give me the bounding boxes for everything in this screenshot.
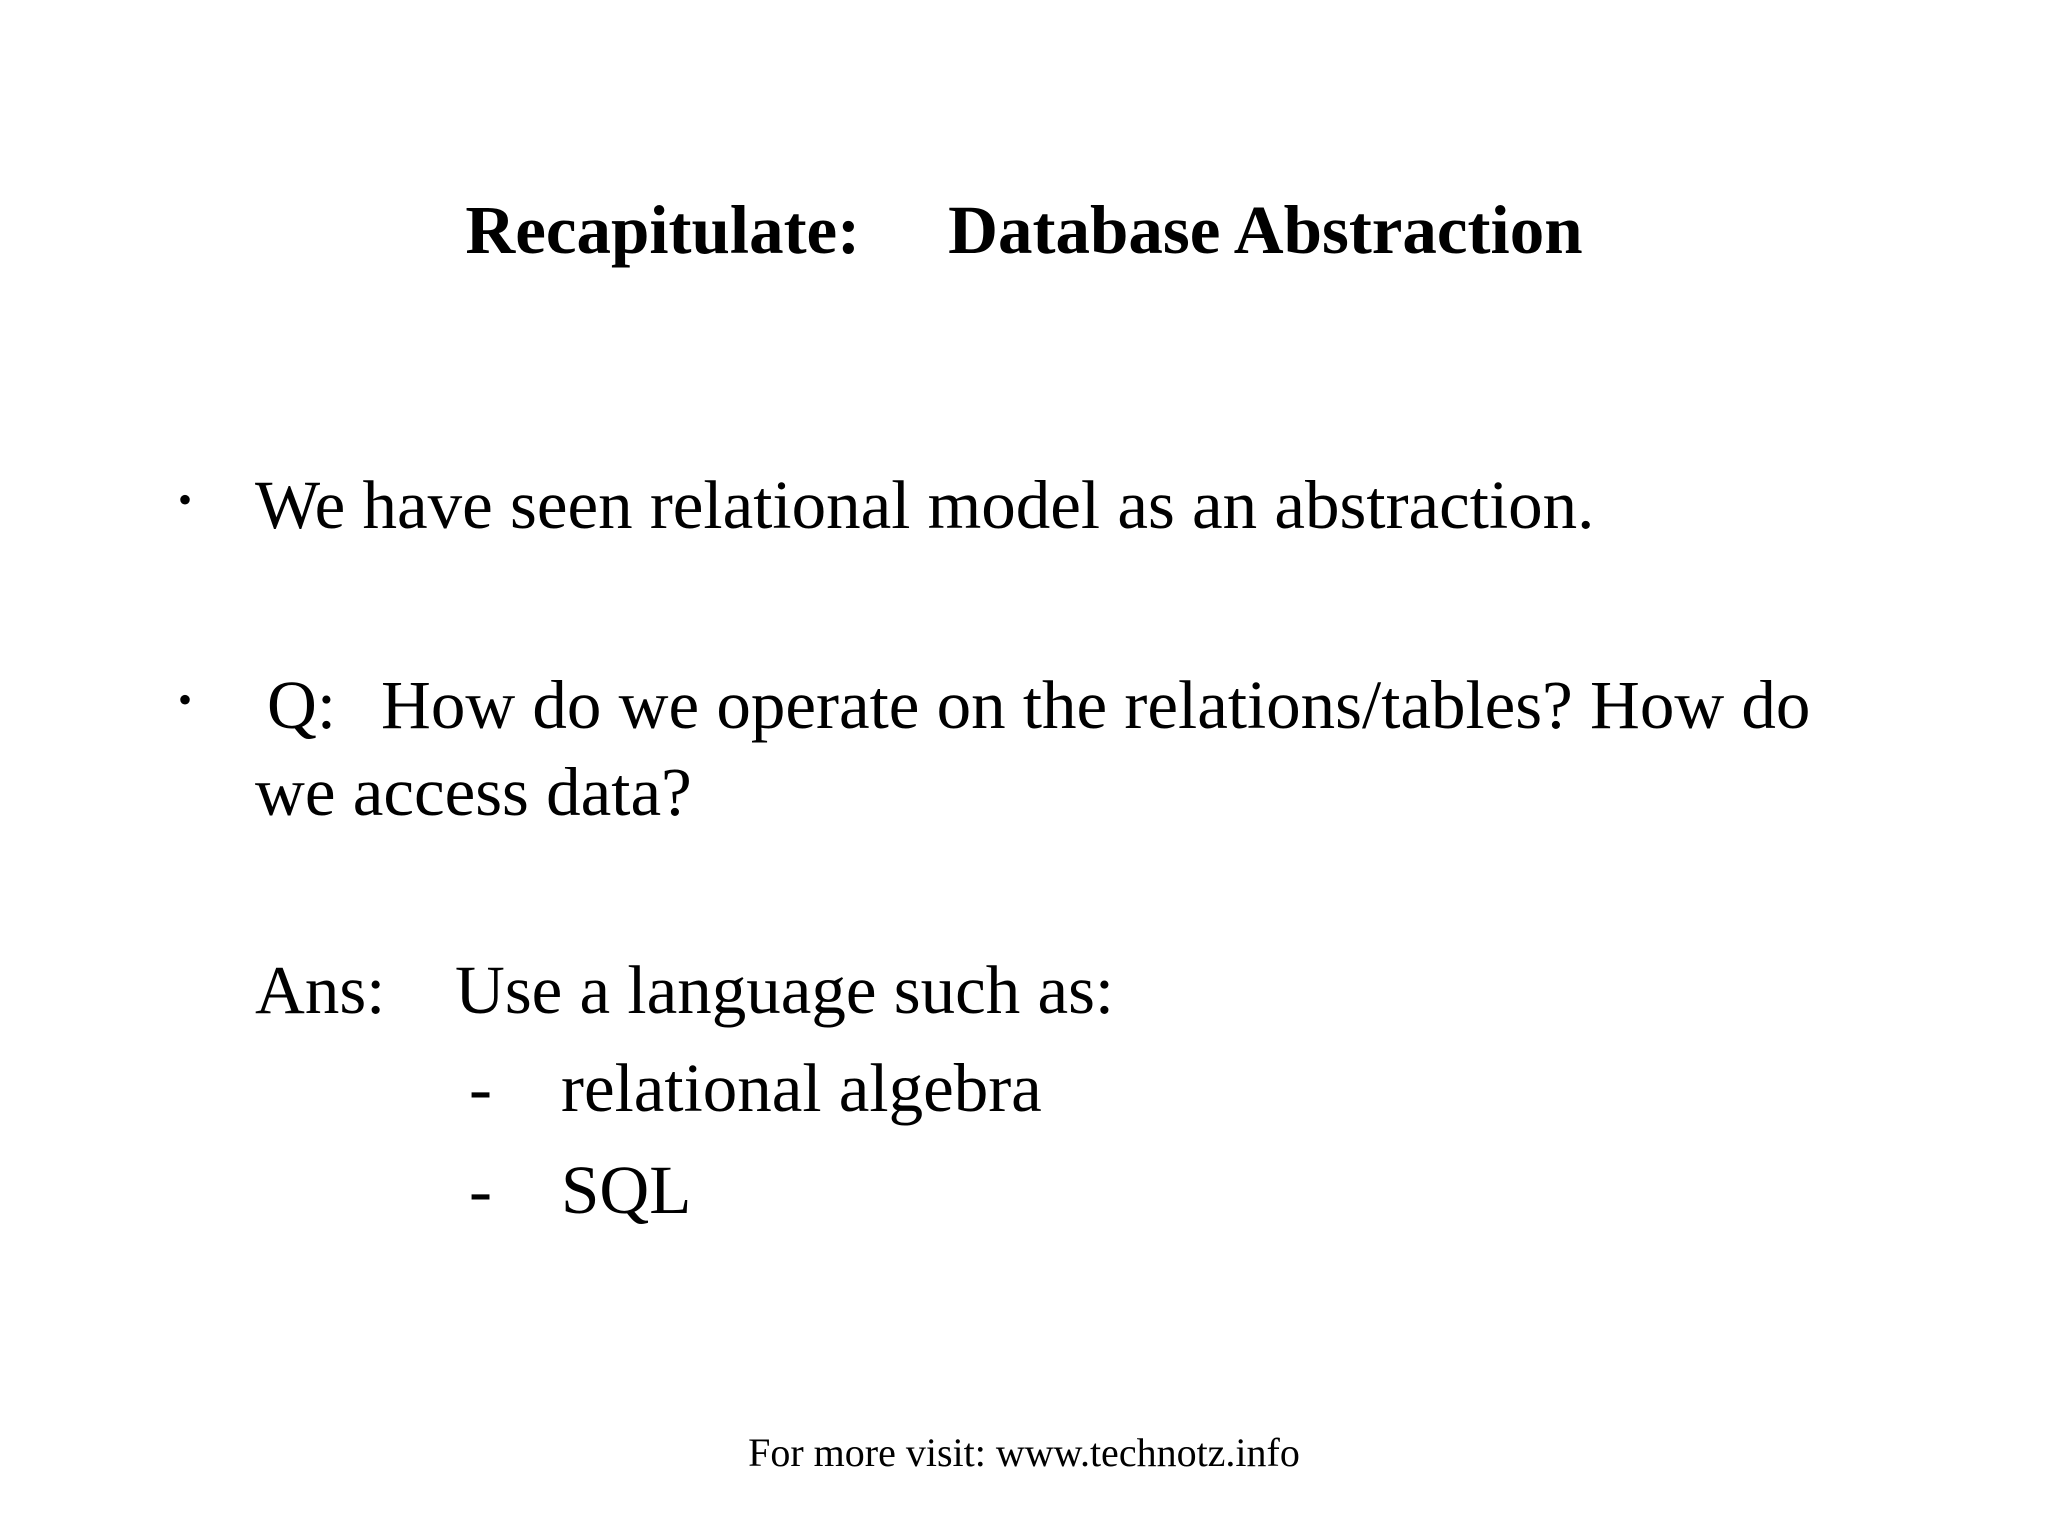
- bullet-text: We have seen relational model as an abstraction.: [255, 467, 1595, 543]
- dash-marker: -: [469, 1050, 492, 1126]
- answer-item: [469, 1150, 691, 1230]
- dash-marker: -: [469, 1152, 492, 1228]
- bullet-marker: •: [178, 677, 193, 722]
- question-text: How do we operate on the relations/tables? How do: [381, 667, 1811, 743]
- footer-note: For more visit: www.technotz.info: [748, 1430, 1300, 1475]
- question-line-1: [267, 665, 1810, 745]
- title-part-2: Database Abstraction: [948, 192, 1583, 268]
- question-label: Q:: [267, 667, 336, 743]
- question-line-2: we access data?: [255, 754, 692, 830]
- answer-text: Use a language such as:: [455, 952, 1115, 1028]
- answer-label: Ans:: [255, 952, 386, 1028]
- bullet-marker: •: [178, 477, 193, 522]
- answer-item-text: SQL: [561, 1152, 692, 1228]
- answer-line: [255, 950, 1114, 1030]
- slide-title: [0, 190, 2048, 270]
- answer-item-text: relational algebra: [561, 1050, 1042, 1126]
- title-part-1: Recapitulate:: [465, 192, 861, 268]
- answer-item: [469, 1048, 1042, 1128]
